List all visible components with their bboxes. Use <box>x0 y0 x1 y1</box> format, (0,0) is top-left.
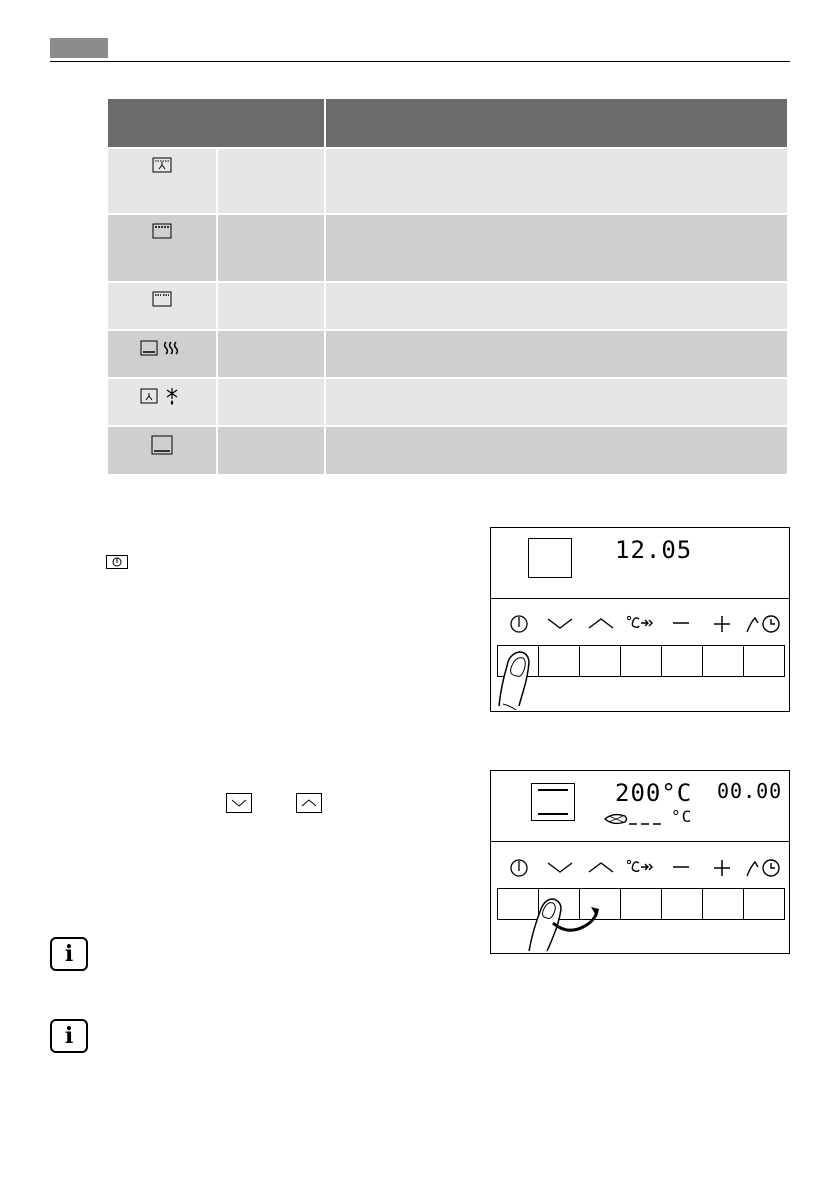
plus-icon <box>712 858 732 878</box>
display-time: 12.05 <box>615 536 693 564</box>
display-oven-frame <box>528 538 572 578</box>
plus-icon <box>712 614 732 634</box>
panel-symbol-row <box>491 858 789 882</box>
key-minus[interactable] <box>662 889 703 919</box>
meat-probe-icon <box>603 811 673 827</box>
oven-functions-table <box>108 99 787 474</box>
up-arrow-icon <box>296 793 322 813</box>
down-arrow-icon <box>546 858 574 876</box>
function-desc-cell <box>325 148 787 214</box>
display-temperature: 200°C <box>615 779 693 807</box>
display-oven-frame <box>531 783 575 821</box>
key-minus[interactable] <box>662 646 703 676</box>
panel-symbol-row <box>491 614 789 638</box>
key-plus[interactable] <box>703 646 744 676</box>
down-arrow-icon <box>546 614 574 632</box>
function-name-cell <box>217 148 326 214</box>
fan-oven-icon <box>108 148 217 214</box>
finger-swipe-illustration <box>525 883 615 953</box>
display-timer: 00.00 <box>717 779 783 803</box>
minus-icon <box>671 858 691 876</box>
info-icon: i <box>50 1019 88 1053</box>
function-name-cell <box>217 330 326 378</box>
function-desc-cell <box>325 378 787 426</box>
bottom-heat-icon <box>108 426 217 474</box>
fast-heat-icon <box>626 858 658 876</box>
header-cell-application <box>325 99 787 148</box>
function-name-cell <box>217 282 326 330</box>
top-heat-icon <box>108 282 217 330</box>
bottom-heat-fan-icon <box>108 330 217 378</box>
function-name-cell <box>217 214 326 282</box>
grill-fan-icon <box>108 214 217 282</box>
function-name-cell <box>217 378 326 426</box>
display-probe-unit: °C <box>671 807 693 826</box>
table-row <box>108 214 787 282</box>
function-desc-cell <box>325 282 787 330</box>
table-row <box>108 426 787 474</box>
control-panel-illustration-1 <box>490 527 790 712</box>
table-row <box>108 282 787 330</box>
key-fast-heat[interactable] <box>621 646 662 676</box>
key-clock[interactable] <box>744 889 784 919</box>
power-icon <box>509 614 529 634</box>
table-row <box>108 378 787 426</box>
power-icon <box>509 858 529 878</box>
fast-heat-icon <box>626 614 658 632</box>
function-desc-cell <box>325 426 787 474</box>
function-desc-cell <box>325 214 787 282</box>
header-cell-function <box>108 99 325 148</box>
table-row <box>108 148 787 214</box>
function-name-cell <box>217 426 326 474</box>
section-tab-marker <box>50 38 108 58</box>
display-divider <box>491 841 789 842</box>
function-desc-cell <box>325 330 787 378</box>
up-arrow-icon <box>587 614 615 632</box>
clock-icon <box>745 614 785 636</box>
key-up[interactable] <box>580 646 621 676</box>
table-header <box>108 99 787 148</box>
finger-illustration <box>491 638 551 710</box>
down-arrow-icon <box>226 793 252 813</box>
key-plus[interactable] <box>703 889 744 919</box>
defrost-icon <box>108 378 217 426</box>
info-icon: i <box>50 937 88 971</box>
key-fast-heat[interactable] <box>621 889 662 919</box>
key-clock[interactable] <box>744 646 784 676</box>
clock-icon <box>745 858 785 880</box>
control-panel-illustration-2 <box>490 770 790 954</box>
up-arrow-icon <box>587 858 615 876</box>
table-row <box>108 330 787 378</box>
power-icon <box>106 555 128 569</box>
top-rule <box>50 61 790 62</box>
display-divider <box>491 598 789 599</box>
minus-icon <box>671 614 691 632</box>
